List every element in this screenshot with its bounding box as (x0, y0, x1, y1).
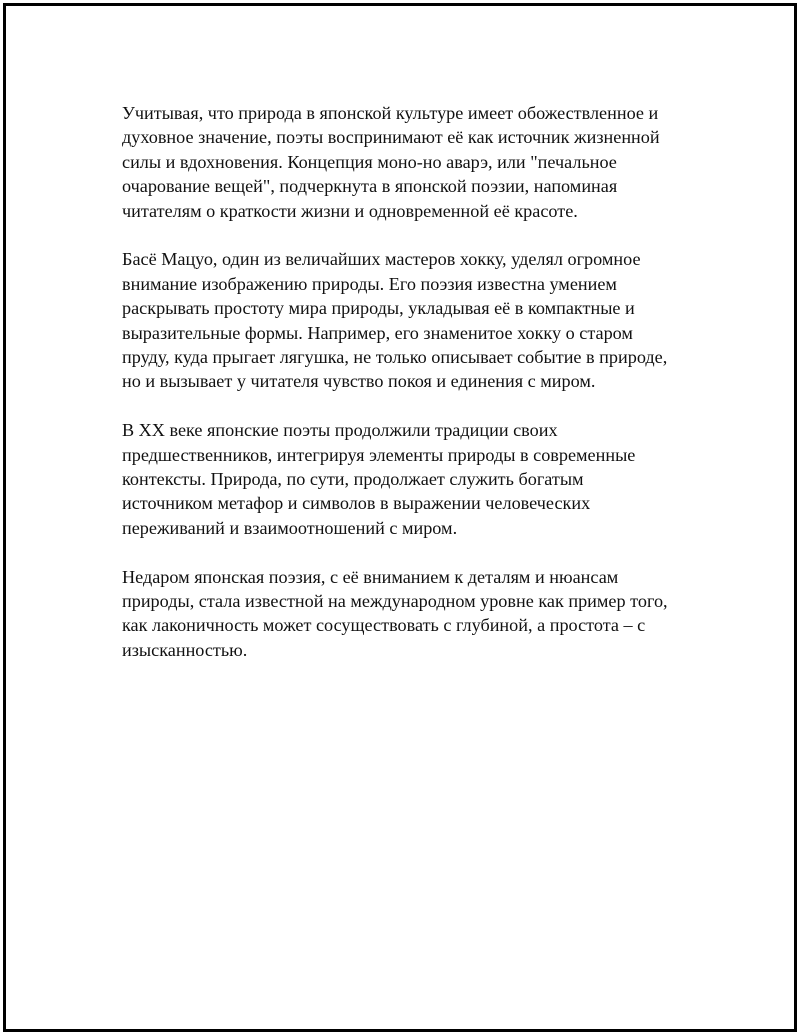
paragraph-conclusion: Недаром японская поэзия, с её вниманием к деталям и нюансам природы, стала известной на международном уровне как пример того, как лаконичность может сосуществовать с глубиной, а простота – с изысканностью. (122, 566, 668, 660)
paragraph-nature-spiritual: Учитывая, что природа в японской культуре имеет обожествленное и духовное значение, поэты воспринимают её как источник жизненной силы и вдохновения. Концепция моно-но аварэ, или "печальное очарование вещей", подчеркнута в японской поэзии, напоминая читателям о краткости жизни и одновременной её красоте. (122, 103, 660, 221)
document-body (122, 101, 692, 687)
document-page (3, 3, 797, 1032)
paragraph-basho: Басё Мацуо, один из величайших мастеров хокку, уделял огромное внимание изображению природы. Его поэзия известна умением раскрывать простоту мира природы, укладывая её в компактные и выразительные формы. Например, его знаменитое хокку о старом пруду, куда прыгает лягушка, не только описывает событие в природе, но и вызывает у читателя чувство покоя и единения с миром. (122, 249, 668, 392)
paragraph-20th-century: В XX веке японские поэты продолжили традиции своих предшественников, интегрируя элементы природы в современные контексты. Природа, по сути, продолжает служить богатым источником метафор и символов в выражении человеческих переживаний и взаимоотношений с миром. (122, 420, 636, 538)
